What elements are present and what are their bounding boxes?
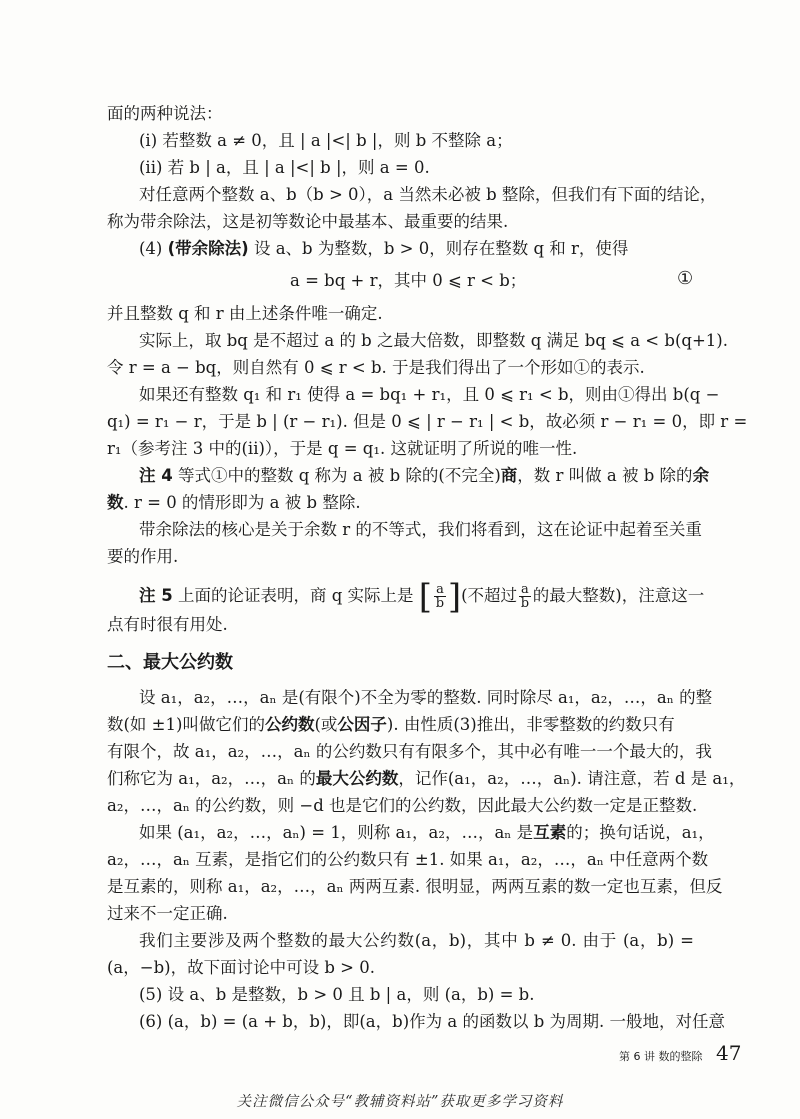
text-line: (5) 设 a、b 是整数，b > 0 且 b | a，则 (a，b) = b. [139, 985, 535, 1004]
text-span: 数(如 ±1)叫做它们的 [107, 715, 265, 734]
text-line: 实际上，取 bq 是不超过 a 的 b 之最大倍数，即整数 q 满足 bq ⩽ a < b(q+1). [139, 331, 728, 350]
fraction-numerator: a [436, 582, 444, 597]
watermark-banner: 关注微信公众号“教辅资料站”获取更多学习资料 [236, 1094, 564, 1110]
text-line: 称为带余除法，这是初等数论中最基本、最重要的结果. [107, 212, 509, 231]
text-line: r₁（参考注 3 中的(ii)），于是 q = q₁. 这就证明了所说的唯一性. [107, 439, 578, 458]
fraction [519, 583, 531, 610]
note-5-line [139, 576, 705, 617]
text-line: 对任意两个整数 a、b（b > 0），a 当然未必被 b 整除，但我们有下面的结论， [139, 185, 717, 204]
note-text: (不超过 [461, 586, 518, 605]
term-remainder: 余 [692, 466, 710, 485]
text-line: 令 r = a − bq，则自然有 0 ⩽ r < b. 于是我们得出了一个形如①的表示. [107, 358, 645, 377]
theorem-line [139, 238, 628, 260]
note-text: 的最大整数)，注意这一 [532, 586, 705, 605]
note-text: 上面的论证表明，商 q 实际上是 [177, 586, 414, 605]
text-line-mixed [107, 768, 745, 790]
note-label: 注 5 [139, 586, 173, 605]
text-line: 有限个，故 a₁，a₂，…，aₙ 的公约数只有有限多个，其中必有唯一一个最大的，我 [107, 742, 712, 761]
fraction [434, 583, 446, 610]
text-line-mixed [107, 714, 675, 736]
text-line: (i) 若整数 a ≠ 0，且 | a |<| b |，则 b 不整除 a； [139, 131, 513, 150]
equation-number: ① [677, 268, 694, 289]
text-line: 如果还有整数 q₁ 和 r₁ 使得 a = bq₁ + r₁，且 0 ⩽ r₁ < b，则由①得出 b(q − [139, 385, 720, 404]
text-line: 过来不一定正确. [107, 904, 228, 923]
text-span: (或 [314, 715, 338, 734]
text-line: (ii) 若 b | a，且 | a |<| b |，则 a = 0. [139, 158, 430, 177]
text-line: 设 a₁，a₂，…，aₙ 是(有限个)不全为零的整数. 同时除尽 a₁，a₂，…，aₙ 的整 [139, 688, 713, 707]
text-span: ). 由性质(3)推出，非零整数的约数只有 [386, 715, 675, 734]
text-line: 并且整数 q 和 r 由上述条件唯一确定. [107, 304, 383, 323]
term-quotient: 商 [500, 466, 518, 485]
text-line: 点有时很有用处. [107, 615, 228, 634]
term-common-factor: 公因子 [337, 715, 387, 734]
note-text: ，数 r 叫做 a 被 b 除的 [517, 466, 693, 485]
section-heading: 二、最大公约数 [107, 652, 233, 673]
text-span: 们称它为 a₁，a₂，…，aₙ 的 [107, 769, 316, 788]
theorem-number: (4) [139, 239, 163, 258]
text-line: (a，−b)，故下面讨论中可设 b > 0. [107, 958, 375, 977]
text-line: 带余除法的核心是关于余数 r 的不等式，我们将看到，这在论证中起着至关重 [139, 520, 702, 539]
text-line: 是互素的，则称 a₁，a₂，…，aₙ 两两互素. 很明显，两两互素的数一定也互素，但反 [107, 877, 723, 896]
term-remainder-cont: 数 [107, 493, 124, 512]
text-line: 我们主要涉及两个整数的最大公约数(a，b)，其中 b ≠ 0. 由于 (a，b) = [139, 931, 694, 950]
text-line: q₁) = r₁ − r，于是 b | (r − r₁). 但是 0 ⩽ | r − r₁ | < b，故必须 r − r₁ = 0，即 r = [107, 412, 748, 431]
fraction-denominator: b [520, 596, 530, 611]
term-common-divisor: 公约数 [264, 715, 315, 734]
note-text: 等式①中的整数 q 称为 a 被 b 除的(不完全) [177, 466, 501, 485]
term-gcd: 最大公约数 [315, 769, 399, 788]
note-4-line-2 [107, 492, 361, 514]
page-number: 47 [716, 1041, 742, 1065]
text-line: 要的作用. [107, 547, 179, 566]
text-span: 的；换句话说，a₁， [566, 823, 715, 842]
text-line: a₂，…，aₙ 互素，是指它们的公约数只有 ±1. 如果 a₁，a₂，…，aₙ 中任意两个数 [107, 850, 709, 869]
text-line: 面的两种说法： [107, 104, 223, 123]
chapter-footer: 第 6 讲 数的整除 [619, 1050, 703, 1063]
fraction-denominator: b [435, 596, 445, 611]
text-line-mixed [139, 822, 715, 844]
note-label: 注 4 [139, 466, 173, 485]
text-span: 如果 (a₁，a₂，…，aₙ) = 1，则称 a₁，a₂，…，aₙ 是 [139, 823, 534, 842]
term-coprime: 互素 [533, 823, 567, 842]
fraction-numerator: a [521, 582, 529, 597]
floor-bracket: [ $\frac{a}{b}$ ] [418, 576, 462, 617]
text-span: ，记作(a₁，a₂，…，aₙ). 请注意，若 d 是 a₁， [398, 769, 746, 788]
theorem-title: (带余除法) [167, 239, 249, 258]
note-text: . r = 0 的情形即为 a 被 b 整除. [123, 493, 361, 512]
text-line: a₂，…，aₙ 的公约数，则 −d 也是它们的公约数，因此最大公约数一定是正整数. [107, 796, 698, 815]
theorem-text: 设 a、b 为整数，b > 0，则存在整数 q 和 r，使得 [253, 239, 629, 258]
text-line: (6) (a，b) = (a + b，b)，即(a，b)作为 a 的函数以 b 为周期. 一般地，对任意 [139, 1012, 725, 1031]
note-4-line [139, 465, 709, 487]
display-formula: a = bq + r，其中 0 ⩽ r < b； [290, 271, 527, 290]
